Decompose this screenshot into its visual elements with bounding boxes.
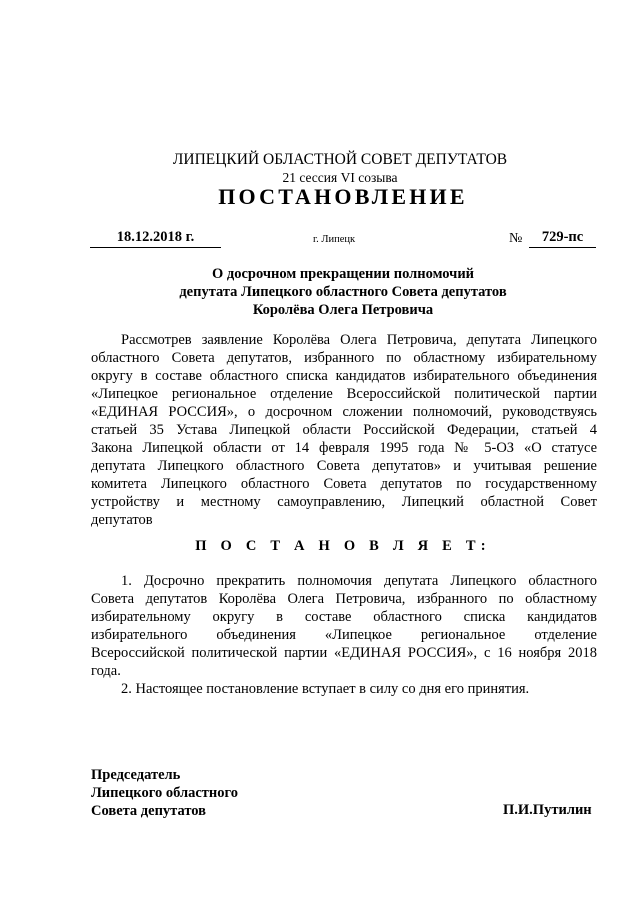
preamble-line: округу в составе областного списка кандидатов избирательного объединения: [91, 368, 597, 384]
item-line: Всероссийской политической партии «ЕДИНАЯ РОССИЯ», с 16 ноября 2018: [91, 645, 597, 661]
subject-line: О досрочном прекращении полномочий: [211, 266, 475, 282]
preamble-line: Закона Липецкой области от 14 февраля 1995 года № 5-ОЗ «О статусе: [91, 440, 597, 456]
preamble-line: «Липецкое региональное отделение Всероссийской политической партии: [91, 386, 597, 402]
preamble-line: депутата Липецкого областного Совета депутатов» и учитывая решение: [91, 458, 597, 474]
item-line: года.: [91, 663, 121, 679]
document-city: г. Липецк: [313, 234, 356, 245]
preamble-line: Рассмотрев заявление Королёва Олега Петровича, депутата Липецкого: [121, 332, 597, 348]
signatory-name: П.И.Путилин: [503, 802, 592, 818]
document-title: ПОСТАНОВЛЕНИЕ: [218, 184, 468, 209]
preamble-line: статьей 35 Устава Липецкой области Российской Федерации, статьей 4: [91, 422, 597, 438]
signature-title-line: Председатель: [91, 767, 181, 783]
resolves-heading: П О С Т А Н О В Л Я Е Т:: [195, 538, 491, 554]
session-label: 21 сессия VI созыва: [282, 170, 398, 185]
signature-title: [91, 766, 238, 820]
item-line: Совета депутатов Королёва Олега Петровича, избранного по областному: [91, 591, 597, 607]
resolution-items: [91, 572, 597, 698]
signature-title-line: Совета депутатов: [91, 803, 207, 819]
preamble-line: депутатов: [91, 512, 153, 528]
item-line: 2. Настоящее постановление вступает в силу со дня его принятия.: [121, 681, 530, 697]
preamble-line: устройству и местному самоуправлению, Липецкий областной Совет: [91, 494, 597, 510]
subject-line: депутата Липецкого областного Совета депутатов: [179, 284, 507, 300]
subject-line: Королёва Олега Петровича: [252, 302, 434, 318]
item-line: избирательного объединения «Липецкое региональное отделение: [91, 627, 597, 643]
preamble-line: «ЕДИНАЯ РОССИЯ», о досрочном сложении полномочий, руководствуясь: [91, 404, 597, 420]
preamble-paragraph: [91, 331, 597, 529]
council-name: ЛИПЕЦКИЙ ОБЛАСТНОЙ СОВЕТ ДЕПУТАТОВ: [172, 151, 508, 168]
preamble-line: комитета Липецкого областного Совета депутатов по государственному: [91, 476, 597, 492]
document-date: 18.12.2018 г.: [90, 229, 221, 248]
item-line: избирательному округу в составе областного списка кандидатов: [91, 609, 597, 625]
item-line: 1. Досрочно прекратить полномочия депутата Липецкого областного: [121, 573, 597, 589]
preamble-line: областного Совета депутатов, избранного по областному избирательному: [91, 350, 597, 366]
document-number: 729-пс: [529, 229, 596, 248]
signature-title-line: Липецкого областного: [91, 785, 238, 801]
document-subject: [0, 265, 640, 319]
number-sign: №: [509, 231, 523, 246]
